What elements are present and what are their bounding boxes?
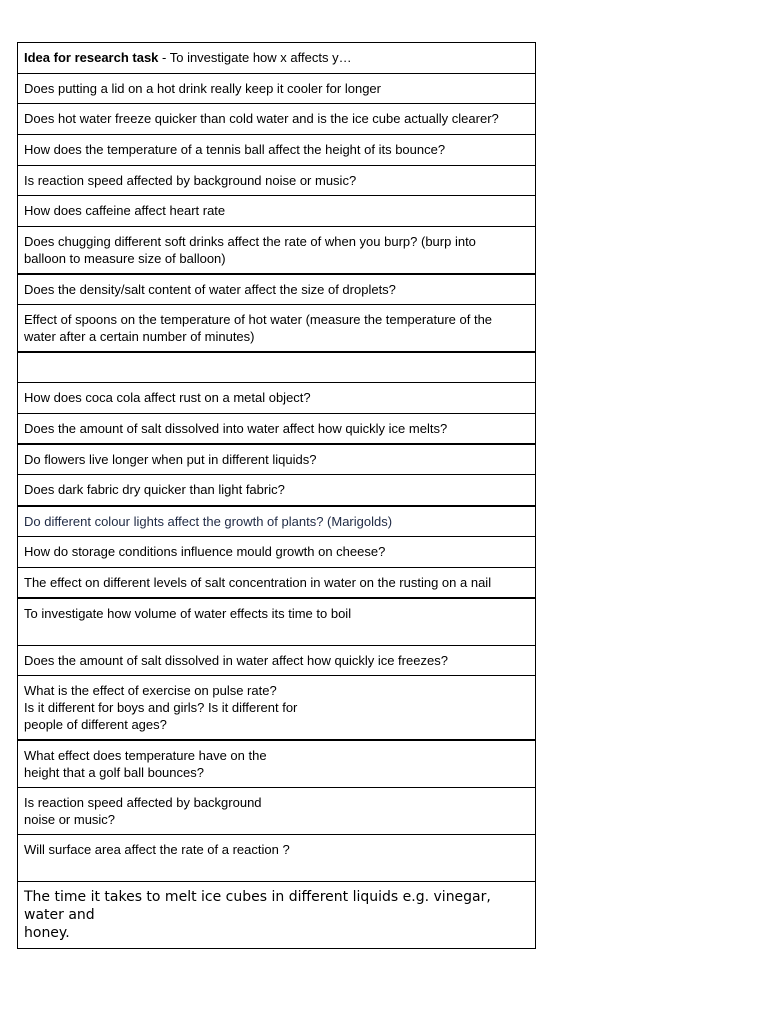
table-cell [18,787,536,834]
table-cell [18,135,536,166]
table-cell [18,740,536,788]
table-row [18,740,536,788]
header-subtitle: - To investigate how x affects y… [158,50,352,65]
table-cell [18,645,536,675]
table-cell [18,881,536,948]
table-cell [18,196,536,227]
table-header-cell [18,43,536,74]
research-idea-text: How do storage conditions influence mould growth on cheese? [24,543,386,559]
header-title: Idea for research task [24,50,159,65]
research-idea-text: Do different colour lights affect the growth of plants? (Marigolds) [24,513,393,529]
table-cell [18,74,536,104]
research-idea-text: What effect does temperature have on the height that a golf ball bounces? [24,747,267,780]
table-header-row [18,43,536,74]
table-body [18,43,536,949]
table-cell [18,567,536,598]
table-row [18,475,536,506]
table-row [18,834,536,881]
table-cell [18,536,536,567]
table-row [18,196,536,227]
research-idea-text: Does the density/salt content of water affect the size of droplets? [24,282,396,297]
research-idea-text: What is the effect of exercise on pulse rate? Is it different for boys and girls? Is it different for people of different ages? [24,682,298,732]
table-row [18,444,536,475]
research-ideas-table [17,42,536,949]
research-idea-text: Will surface area affect the rate of a reaction ? [24,841,290,857]
table-row [18,598,536,645]
research-idea-text: How does the temperature of a tennis ball affect the height of its bounce? [24,142,446,157]
table-cell [18,834,536,881]
table-cell [18,413,536,444]
table-row [18,305,536,353]
table-cell [18,104,536,135]
research-idea-text: Does the amount of salt dissolved in water affect how quickly ice freezes? [24,652,448,668]
table-cell [18,352,536,382]
table-row [18,166,536,196]
table-row [18,787,536,834]
table-row [18,506,536,537]
table-row [18,536,536,567]
research-idea-text: Does the amount of salt dissolved into water affect how quickly ice melts? [24,420,448,436]
table-row [18,413,536,444]
research-idea-text: Does dark fabric dry quicker than light fabric? [24,482,285,497]
research-idea-text: Effect of spoons on the temperature of hot water (measure the temperature of the water after a certain number of minutes) [24,312,493,344]
table-cell [18,274,536,305]
research-idea-text: To investigate how volume of water effects its time to boil [24,606,352,621]
table-row [18,567,536,598]
table-cell [18,305,536,353]
table-cell [18,675,536,740]
research-idea-text: Does hot water freeze quicker than cold water and is the ice cube actually clearer? [24,111,499,126]
table-cell [18,166,536,196]
table-cell [18,506,536,537]
table-row [18,135,536,166]
table-row [18,645,536,675]
table-row [18,104,536,135]
table-row [18,352,536,382]
research-idea-text: How does caffeine affect heart rate [24,203,226,218]
table-row [18,274,536,305]
table-row [18,675,536,740]
table-row [18,227,536,275]
table-cell [18,382,536,413]
research-idea-text: Is reaction speed affected by background noise or music? [24,173,357,188]
research-idea-text: The time it takes to melt ice cubes in different liquids e.g. vinegar, water and honey. [24,888,491,941]
table-cell [18,598,536,645]
research-idea-text: Does chugging different soft drinks affect the rate of when you burp? (burp into balloon to measure size of balloon) [24,234,476,266]
table-cell [18,444,536,475]
table-cell [18,227,536,275]
research-idea-text: How does coca cola affect rust on a metal object? [24,389,311,405]
research-idea-text: Does putting a lid on a hot drink really keep it cooler for longer [24,81,381,96]
research-idea-text: The effect on different levels of salt concentration in water on the rusting on a nail [24,574,492,590]
table-cell [18,475,536,506]
research-idea-text: Do flowers live longer when put in different liquids? [24,451,317,467]
table-row [18,382,536,413]
table-row [18,881,536,948]
table-row [18,74,536,104]
research-idea-text: Is reaction speed affected by background noise or music? [24,794,262,827]
